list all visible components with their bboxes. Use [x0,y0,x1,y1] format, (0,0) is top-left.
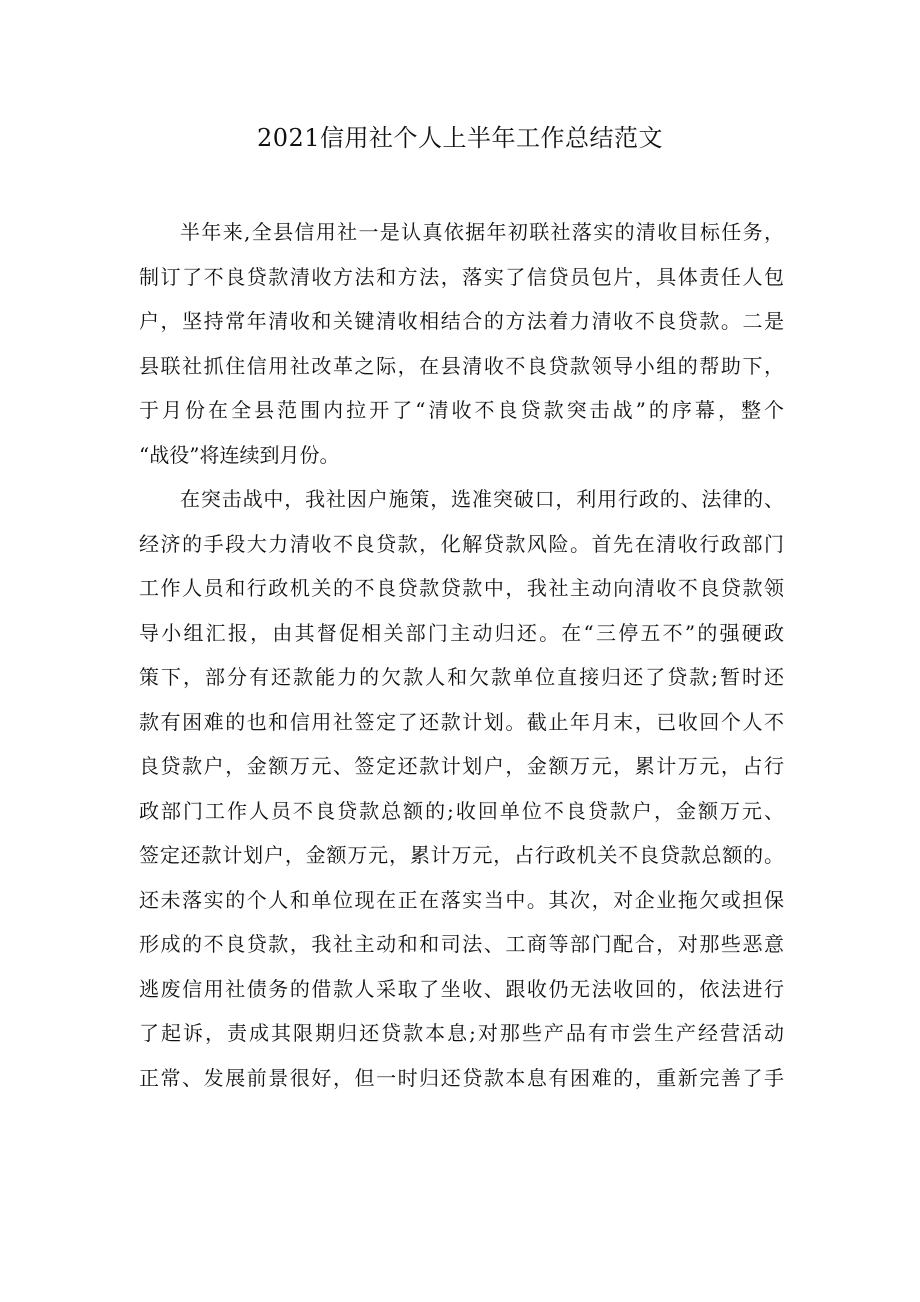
text-line: 签定还款计划户，金额万元，累计万元，占行政机关不良贷款总额的。 [139,843,784,867]
text-line: 户，坚持常年清收和关键清收相结合的方法着力清收不良贷款。二是 [139,309,784,333]
text-line: 策下，部分有还款能力的欠款人和欠款单位直接归还了贷款;暂时还 [139,665,784,689]
text-line: 正常、发展前景很好，但一时归还贷款本息有困难的，重新完善了手 [139,1065,784,1090]
text-line: 形成的不良贷款，我社主动和和司法、工商等部门配合，对那些恶意 [139,932,784,956]
text-line: 导小组汇报，由其督促相关部门主动归还。在“三停五不”的强硬政 [139,620,784,645]
text-line: 在突击战中，我社因户施策，选准突破口，利用行政的、法律的、 [180,487,784,511]
text-line: “战役”将连续到月份。 [139,442,340,467]
text-line: 经济的手段大力清收不良贷款，化解贷款风险。首先在清收行政部门 [139,531,784,556]
text-line: 良贷款户，金额万元、签定还款计划户，金额万元，累计万元，占行 [139,754,784,778]
text-line: 了起诉，责成其限期归还贷款本息;对那些产品有市尝生产经营活动 [139,1021,784,1045]
text-line: 县联社抓住信用社改革之际，在县清收不良贷款领导小组的帮助下， [139,353,784,378]
text-line: 款有困难的也和信用社签定了还款计划。截止年月末，已收回个人不 [139,709,784,734]
document-title: 2021信用社个人上半年工作总结范文 [256,124,664,152]
paragraph-1 [139,210,784,477]
paragraph-2 [139,477,784,1100]
text-line: 政部门工作人员不良贷款总额的;收回单位不良贷款户，金额万元、 [139,798,784,823]
text-line: 还未落实的个人和单位现在正在落实当中。其次，对企业拖欠或担保 [139,887,784,912]
text-line: 制订了不良贷款清收方法和方法，落实了信贷员包片，具体责任人包 [139,264,784,289]
text-line: 逃废信用社债务的借款人采取了坐收、跟收仍无法收回的，依法进行 [139,976,784,1001]
document-body [139,210,784,1100]
text-line: 于月份在全县范围内拉开了“清收不良贷款突击战”的序幕，整个 [139,398,784,422]
text-line: 半年来,全县信用社一是认真依据年初联社落实的清收目标任务， [180,220,784,244]
text-line: 工作人员和行政机关的不良贷款贷款中，我社主动向清收不良贷款领 [139,576,784,600]
